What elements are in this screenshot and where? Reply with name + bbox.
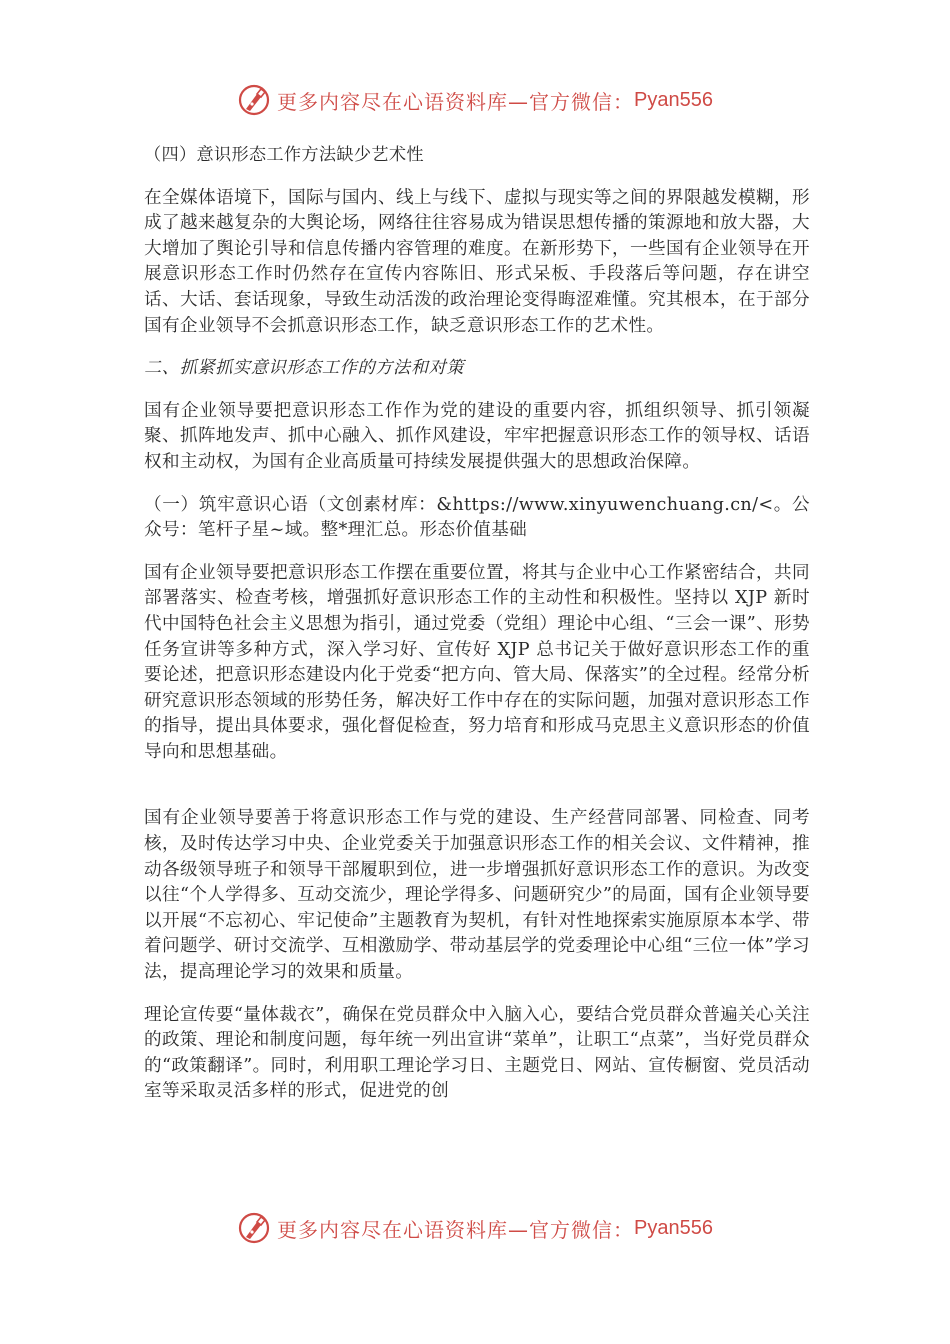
watermark-wechat-id: Pyan556 bbox=[634, 1216, 713, 1239]
watermark-text: 更多内容尽在心语资料库—官方微信： bbox=[277, 1217, 635, 1242]
paragraph-5: 理论宣传要“量体裁衣”，确保在党员群众中入脑入心，要结合党员群众普遍关心关注的政策、理论和制度问题，每年统一列出宣讲“菜单”，让职工“点菜”，当好党员群众的“政策翻译”。同时，利用职工理论学习日、主题党日、网站、宣传橱窗、党员活动室等采取灵活多样的形式，促进党的创 bbox=[144, 1004, 810, 1102]
paragraph-4: 国有企业领导要善于将意识形态工作与党的建设、生产经营同部署、同检查、同考核，及时传达学习中央、企业党委关于加强意识形态工作的相关会议、文件精神，推动各级领导班子和领导干部履职到位，进一步增强抓好意识形态工作的意识。为改变以往“个人学得多、互动交流少，理论学得多、问题研究少”的局面，国有企业领导要以开展“不忘初心、牢记使命”主题教育为契机，有针对性地探索实施原原本本学、带着问题学、研讨交流学、互相激励学、带动基层学的党委理论中心组“三位一体”学习法，提高理论学习的效果和质量。 bbox=[144, 808, 810, 983]
section-heading-4: （四）意识形态工作方法缺少艺术性 bbox=[144, 145, 424, 165]
paragraph-1: 在全媒体语境下，国际与国内、线上与线下、虚拟与现实等之间的界限越发模糊，形成了越来越复杂的大舆论场，网络往往容易成为错误思想传播的策源地和放大器，大大增加了舆论引导和信息传播内容管理的难度。在新形势下，一些国有企业领导在开展意识形态工作时仍然存在宣传内容陈旧、形式呆板、手段落后等问题，存在讲空话、大话、套话现象，导致生动活泼的政治理论变得晦涩难懂。究其根本，在于部分国有企业领导不会抓意识形态工作，缺乏意识形态工作的艺术性。 bbox=[144, 187, 810, 336]
subheading-1: （一）筑牢意识心语（文创素材库：&https://www.xinyuwenchuang.cn/<。公众号：笔杆子星~域。整*理汇总。形态价值基础 bbox=[144, 494, 810, 541]
section-2-title: 二、抓紧抓实意识形态工作的方法和对策 bbox=[144, 358, 465, 379]
paragraph-2: 国有企业领导要把意识形态工作作为党的建设的重要内容，抓组织领导、抓引领凝聚、抓阵地发声、抓中心融入、抓作风建设，牢牢把握意识形态工作的领导权、话语权和主动权，为国有企业高质量可持续发展提供强大的思想政治保障。 bbox=[144, 400, 810, 472]
watermark-wechat-id: Pyan556 bbox=[634, 88, 713, 111]
footer-watermark bbox=[0, 1211, 950, 1245]
header-watermark bbox=[0, 83, 950, 117]
watermark-text: 更多内容尽在心语资料库—官方微信： bbox=[277, 89, 635, 114]
document-body bbox=[144, 143, 810, 1105]
paragraph-3: 国有企业领导要把意识形态工作摆在重要位置，将其与企业中心工作紧密结合，共同部署落实、检查考核，增强抓好意识形态工作的主动性和积极性。坚持以 XJP 新时代中国特色社会主义思想为指引，通过党委（党组）理论中心组、“三会一课”、形势任务宣讲等多种方式，深入学习好、宣传好 XJP 总书记关于做好意识形态工作的重要论述，把意识形态建设内化于党委“把方向、管大局、保落实”的全过程。经常分析研究意识形态领域的形势任务，解决好工作中存在的实际问题，加强对意识形态工作的指导，提出具体要求，强化督促检查，努力培育和形成马克思主义意识形态的价值导向和思想基础。 bbox=[144, 562, 810, 762]
pen-nib-logo-icon bbox=[237, 83, 271, 117]
pen-nib-logo-icon bbox=[237, 1211, 271, 1245]
